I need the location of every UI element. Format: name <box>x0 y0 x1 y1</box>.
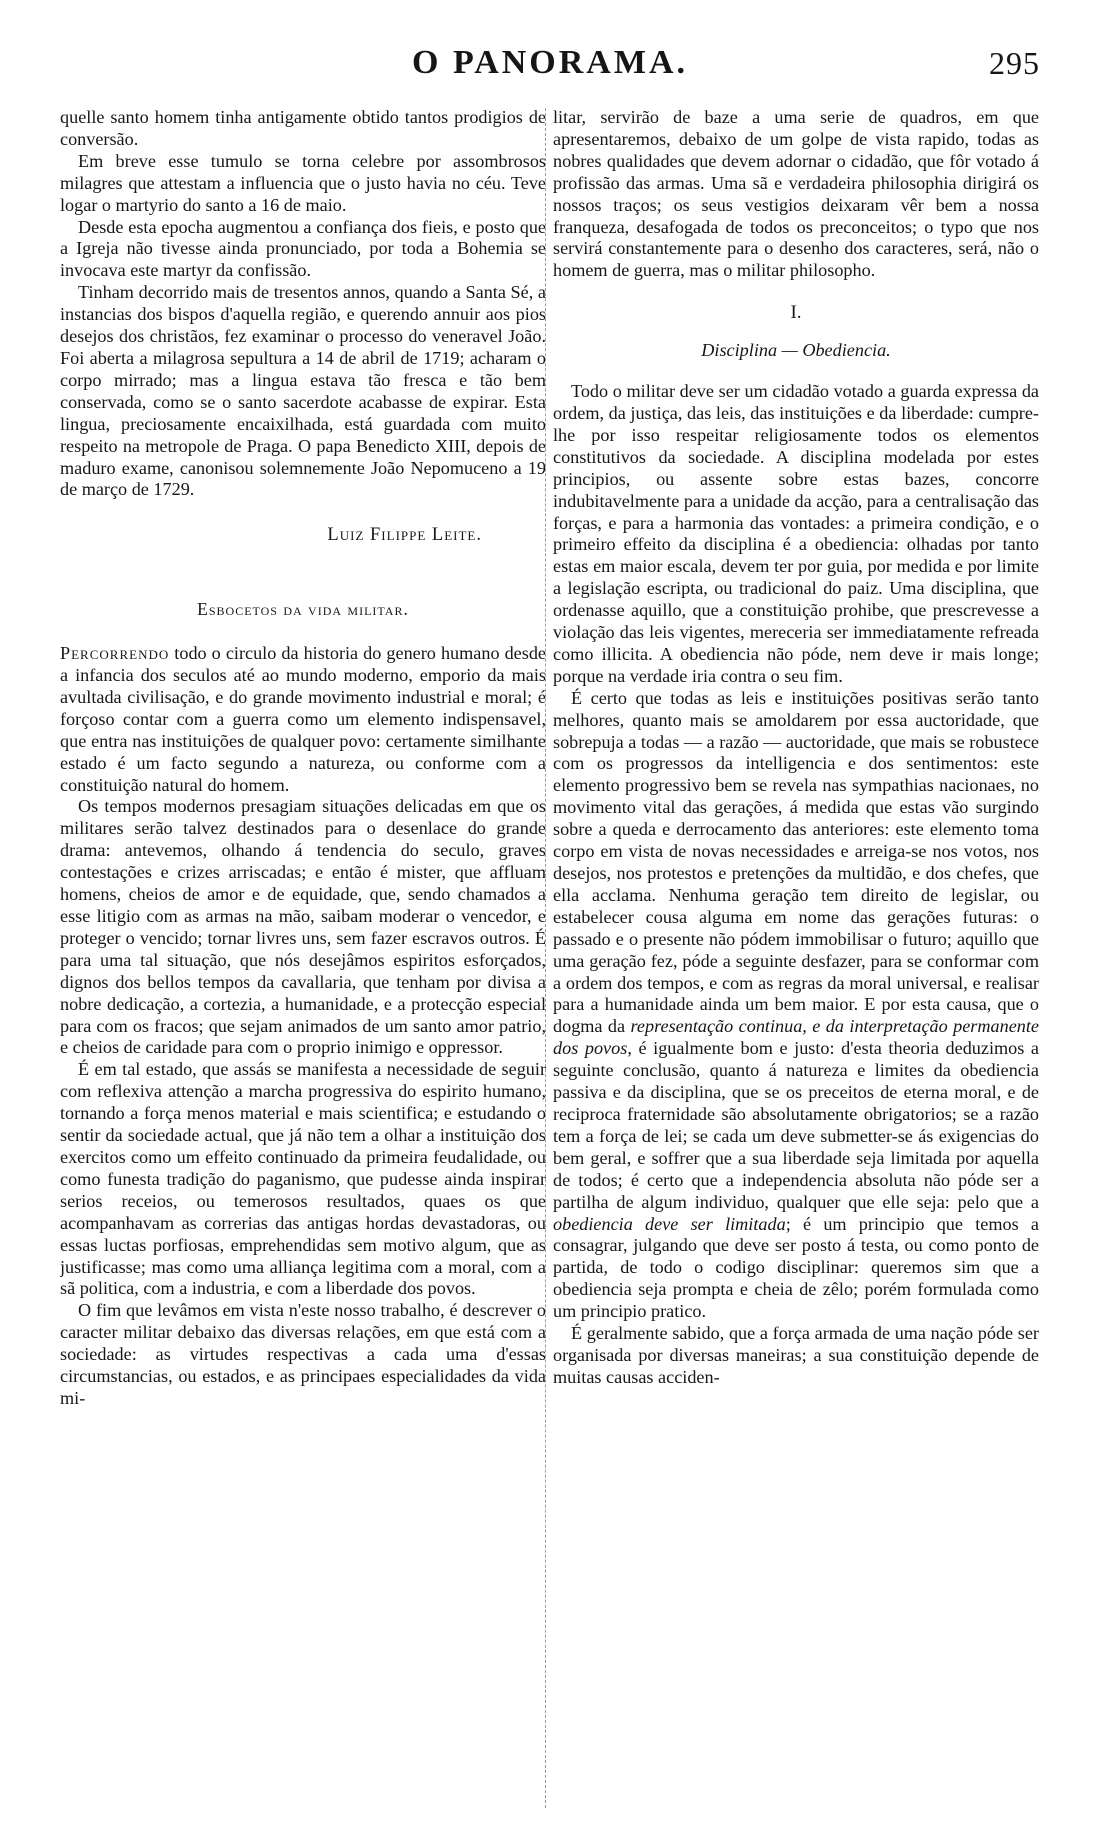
article-paragraph: quelle santo homem tinha antigamente obtido tantos prodigios de conversão. <box>60 107 546 149</box>
chapter-paragraph-text: É certo que todas as leis e instituições positivas serão tanto melhores, quanto mais se amoldarem por essa auctoridade, que sobrepuja a todas — a razão — auctoridade, que mais se robustece com os progressos da intelligencia e dos sentimentos: este elemento progressivo bem se revela nas sympathias nacionaes, no movimento vital das gerações, á medida que estas vão surgindo sobre a queda e derrocamento das anteriores: este elemento toma corpo em vista de novas necessidades e arreiga-se nos votos, nos desejos, nos protestos e pretenções da multidão, e dos chefes, que ella acclama. Nenhuma geração tem direito de legislar, ou estabelecer cousa alguma em nome das gerações futuras: o passado e o presente não pódem immobilisar o futuro; aquillo que uma geração fez, póde a seguinte desfazer, para se conformar com a ordem dos tempos, e com as regras da moral universal, e realisar para a humanidade ainda um bem maior. E por esta causa, que o dogma da <box>553 687 1039 1037</box>
chapter-number: I. <box>790 302 802 324</box>
article-paragraph: Desde esta epocha augmentou a confiança dos fieis, e posto que a Igreja não tivesse ainda pronunciado, por toda a Bohemia se invocava este martyr da confissão. <box>60 216 546 281</box>
article-paragraph: Tinham decorrido mais de tresentos annos, quando a Santa Sé, a instancias dos bispos d'aquella região, e querendo annuir aos pios desejos dos christãos, fez examinar o processo do veneravel João. Foi aberta a milagrosa sepultura a 14 de abril de 1719; acharam o corpo mirrado; mas a lingua estava tão fresca e tão bem conservada, como se o santo sacerdote acabasse de expirar. Esta lingua, preciosamente encaixilhada, está guardada com muito respeito na metropole de Praga. O papa Benedicto XIII, depois de maduro exame, canonisou solemnemente João Nepomuceno a 19 de março de 1729. <box>60 282 546 500</box>
section-lead-word: Percorrendo <box>60 643 170 664</box>
section-title: Esbocetos da vida militar. <box>197 599 409 620</box>
italic-phrase: representação continua, e da interpretação permanente dos povos <box>553 1016 1039 1059</box>
chapter-paragraph-text: , é igualmente bom e justo: d'esta theoria deduzimos a seguinte conclusão, quanto á natureza e limites da obediencia passiva e da disciplina, que se os preceitos de eterna moral, e de reciproca fraternidade são absolutamente obrigatorios; se a razão tem a força de lei; se cada um deve submetter-se ás exigencias do bem geral, e soffrer que a sua liberdade seja limitada por aquella de todos; é certo que a independencia absoluta não póde ser a partilha de algum individuo, qualquer que elle seja: pelo que a <box>553 1038 1039 1212</box>
page-number: 295 <box>989 45 1040 81</box>
article-paragraph: Em breve esse tumulo se torna celebre por assombrosos milagres que attestam a influencia que o justo havia no céu. Teve logar o martyrio do santo a 16 de maio. <box>60 150 546 215</box>
section-paragraph-text: todo o circulo da historia do genero humano desde a infancia dos seculos até ao mundo moderno, emporio da mais avultada civilisação, e do grande movimento industrial e moral; é forçoso contar com a guerra como um elemento indispensavel, que entra nas instituições de qualquer povo: certamente similhante estado é um facto segundo a natureza, ou conforme com a constituição natural do homem. <box>60 643 546 795</box>
chapter-paragraph: É geralmente sabido, que a força armada de uma nação póde ser organisada por diversas maneiras; a sua constituição depende de muitas causas acciden- <box>553 1323 1039 1387</box>
chapter-paragraph: Todo o militar deve ser um cidadão votado a guarda expressa da ordem, da justiça, das leis, das instituições e da liberdade: cumpre-lhe por isso respeitar religiosamente todos os elementos constitutivos da sociedade. A disciplina modelada por estes principios, ou assente sobre estas bazes, concorre indubitavelmente para a unidade da acção, para a centralisação das forças, e para a harmonia das vontades: a primeira condição, e o primeiro effeito da disciplina é a obediencia: olhadas por tanto estas em maior escala, devem ter por guia, por medida e por limite a legislação escripta, ou tradicional do paiz. Uma disciplina, que ordenasse aquillo, que a constituição prohibe, que prescrevesse a violação das leis vigentes, mereceria ser immediatamente refreada como illicita. A obediencia não póde, nem deve ir mais longe; porque na verdade iria contra o seu fim. <box>553 381 1039 686</box>
chapter-paragraph <box>553 688 1039 1323</box>
italic-phrase: obediencia deve ser limitada <box>553 1213 786 1234</box>
continuation-paragraph: litar, servirão de baze a uma serie de quadros, em que apresentaremos, debaixo de um golpe de vista rapido, todas as nobres qualidades que devem adornar o cidadão, que fôr votado á profissão das armas. Uma sã e verdadeira philosophia dirigirá os nossos traços; os seus vestigios deixaram vêr bem a nossa franqueza, desafogada de todos os preconceitos; o typo que nos servirá constantemente para o desenho dos caracteres, será, não o homem de guerra, mas o militar philosopho. <box>553 107 1039 281</box>
chapter-paragraph-text: ; é um principio que temos a consagrar, julgando que deve ser posto á testa, ou como ponto de partida, de todo o codigo disciplinar: queremos sim que a obediencia seja prompta e cheia de zêlo; porém formulada como um principio pratico. <box>553 1213 1039 1322</box>
chapter-title: Disciplina — Obediencia. <box>701 340 891 361</box>
page-header <box>60 38 1040 88</box>
section-paragraph <box>60 643 546 796</box>
section-paragraph: É em tal estado, que assás se manifesta a necessidade de seguir com reflexiva attenção a marcha progressiva do espirito humano, tornando a força menos material e mais scientifica; e estudando o sentir da sociedade actual, que já não tem a olhar a instituição dos exercitos como um effeito continuado da primeira feudalidade, ou como funesta tradição do paganismo, que pudesse ainda inspirar serios receios, ou temerosos resultados, quaes os que acompanhavam as correrias das antigas hordas devastadoras, ou essas luctas porfiosas, emprehendidas sem motivo algum, que as justificasse; mas como uma alliança legitima com a moral, com a sã politica, com a industria, e com a liberdade dos povos. <box>60 1059 546 1299</box>
left-column <box>60 107 546 1817</box>
section-paragraph: O fim que levâmos em vista n'este nosso trabalho, é descrever o caracter militar debaixo das diversas relações, em que está com a sociedade: as virtudes respectivas a cada uma d'essas circumstancias, ou estados, e as principaes especialidades da vida mi- <box>60 1300 546 1408</box>
section-paragraph: Os tempos modernos presagiam situações delicadas em que os militares serão talvez destinados para o desenlace do grande drama: antevemos, olhando á tendencia do seculo, graves contestações e crizes arriscadas; e então é mister, que affluam homens, cheios de amor e de equidade, que, sendo chamados a esse litigio com as armas na mão, saibam moderar o vencedor, e proteger o vencido; tornar livres uns, sem fazer escravos outros. É para uma tal situação, que nós desejâmos espiritos esforçados, dignos dos bellos tempos da cavallaria, que tenham por divisa a nobre dedicação, a cortezia, a humanidade, e a protecção especial para com os fracos; que sejam animados de um santo amor patrio, e cheios de caridade para com o proprio inimigo e oppressor. <box>60 796 546 1058</box>
author-signature: Luiz Filippe Leite. <box>327 525 482 546</box>
right-column <box>553 107 1039 1817</box>
journal-title: O PANORAMA. <box>412 44 688 81</box>
column-divider <box>545 108 546 1808</box>
